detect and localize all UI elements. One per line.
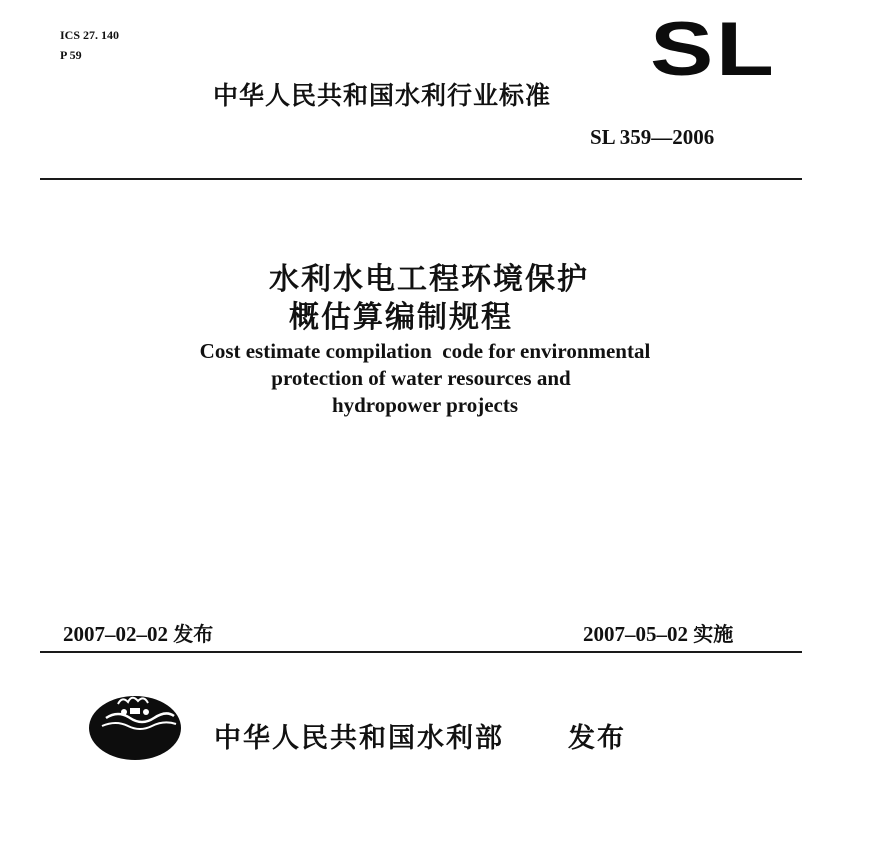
issue-label: 发布 — [173, 622, 214, 646]
classification-code: P 59 — [60, 48, 82, 62]
ics-code: ICS 27. 140 — [60, 28, 120, 42]
issue-date: 2007–02–02 — [63, 622, 168, 646]
implementation-date: 2007–05–02 — [583, 622, 688, 646]
title-cn-line-1: 水利水电工程环境保护 — [269, 262, 589, 297]
implementation-date-block — [583, 618, 733, 647]
issue-date-block — [63, 618, 213, 647]
title-en-line-2: protection of water resources and — [271, 366, 571, 390]
ministry-emblem-icon — [88, 690, 183, 762]
publisher-name: 中华人民共和国水利部 — [214, 723, 504, 754]
publish-label: 发布 — [568, 723, 626, 754]
industry-standard-heading: 中华人民共和国水利行业标准 — [213, 81, 552, 110]
bottom-divider — [40, 651, 802, 653]
title-en-line-3: hydropower projects — [331, 393, 519, 417]
standard-number: SL 359—2006 — [590, 125, 715, 149]
title-en-line-1: Cost estimate compilation code for environmental — [199, 339, 651, 363]
sl-logo: SL — [650, 7, 777, 92]
top-divider — [40, 178, 802, 180]
title-cn-line-2: 概估算编制规程 — [289, 300, 513, 335]
implementation-label: 实施 — [693, 622, 734, 646]
